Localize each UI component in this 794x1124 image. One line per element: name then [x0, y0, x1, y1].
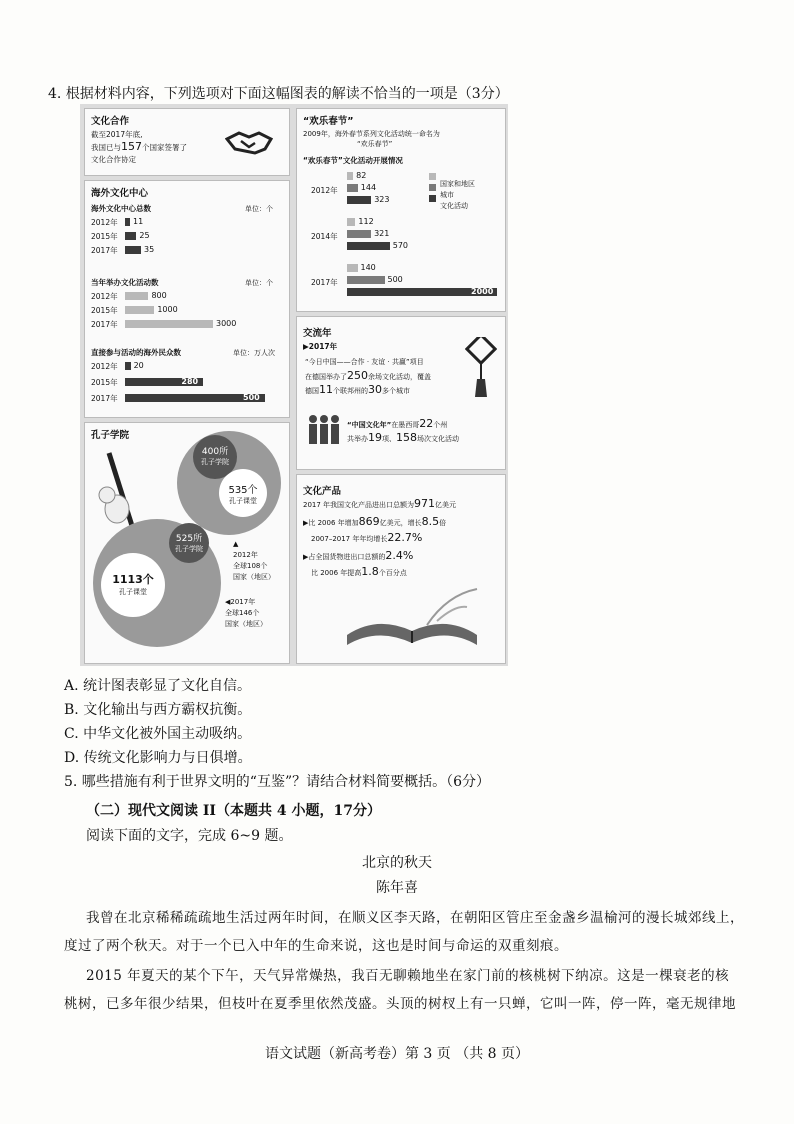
centers-bar-1: [125, 232, 136, 240]
cooperation-line1: 截至2017年底,: [91, 130, 143, 139]
chinese-knot-icon: [465, 337, 497, 399]
article-author: 陈年喜: [376, 880, 418, 896]
c2012-inst: 400所: [201, 447, 229, 457]
audience-val-0: 20: [133, 361, 144, 370]
products-title: 文化产品: [303, 486, 342, 497]
overseas-total-chart: [85, 217, 289, 261]
spring-desc1: 2009年，海外春节系列文化活动统一命名为: [303, 130, 440, 138]
exchange-title: 交流年: [303, 328, 332, 339]
spring-val-2-1: 500: [387, 275, 403, 284]
option-d: D. 传统文化影响力与日俱增。: [64, 750, 252, 766]
activities-bar-2: [125, 320, 213, 328]
centers-cat-2: 2017年: [91, 246, 118, 255]
question-5: 5. 哪些措施有利于世界文明的“互鉴”？请结合材料简要概括。（6分）: [64, 774, 491, 790]
centers-cat-1: 2015年: [91, 232, 118, 241]
confucius-title: 孔子学院: [91, 430, 130, 441]
ex-l3-mid: 个联邦州的: [333, 387, 368, 395]
article-title: 北京的秋天: [362, 855, 432, 871]
pr-l2-mid: 亿美元，增长: [379, 519, 422, 527]
spring-val-0-1: 144: [360, 183, 377, 192]
pr-l2-num: 869: [358, 515, 380, 528]
spring-desc2: “欢乐春节”: [357, 140, 393, 148]
centers-val-2: 35: [144, 245, 155, 254]
article-line-4: 桃树，已多年很少结果，但枝叶在夏季里依然茂盛。头顶的树杈上有一只蝉，它叫一阵，停一阵，毫无规律地: [64, 996, 736, 1012]
audience-bar-0: [125, 362, 131, 370]
activities-val-0: 800: [151, 291, 167, 300]
spring-bar-0-0: [347, 172, 353, 180]
c2017-class-sub: 孔子课堂: [119, 588, 147, 596]
products-l5: [311, 565, 407, 578]
note2012-1: 2012年: [233, 551, 258, 559]
culture-infographic: [80, 104, 508, 666]
pr-l3-pre: 2007–2017 年年均增长: [311, 535, 388, 543]
spring-bar-2-0: [347, 264, 358, 272]
ex-l2-num: 250: [347, 369, 368, 382]
ex-l3-num1: 11: [319, 383, 333, 396]
ex-l2-post: 余场文化活动，覆盖: [368, 373, 431, 381]
overseas-unit3: 单位：万人次: [233, 349, 275, 357]
circle-2012-classrooms: [219, 469, 267, 517]
pr-l4-pre: ▶占全国货物进出口总额的: [303, 553, 386, 561]
section-title: （二）现代文阅读 II（本题共 4 小题，17分）: [86, 803, 381, 819]
pr-l1-pre: 2017 年我国文化产品进出口总额为: [303, 501, 415, 509]
spring-bar-1-2: [347, 242, 390, 250]
article-line-3: 2015 年夏天的某个下午，天气异常燥热，我百无聊赖地坐在家门前的核桃树下纳凉。这是一棵衰老的核: [86, 968, 730, 984]
ex-l3-post: 多个城市: [382, 387, 410, 395]
article-line-2: 度过了两个秋天。对于一个已入中年的生命来说，这也是时间与命运的双重刻痕。: [64, 938, 568, 954]
handshake-icon: [225, 127, 273, 157]
exchange-l4: [347, 417, 447, 430]
activities-val-1: 1000: [157, 305, 178, 314]
open-book-icon: [337, 585, 487, 659]
pr-l5-pre: 比 2006 年提高: [311, 569, 362, 577]
pr-l2-pre: ▶比 2006 年增加: [303, 519, 359, 527]
circle-2017-institutes: [169, 523, 209, 563]
products-l4: [303, 549, 413, 562]
c2017-class: 1113个: [112, 573, 154, 586]
pr-l3-num: 22.7%: [387, 531, 423, 544]
spring-bar-1-1: [347, 230, 371, 238]
c2017-inst: 525所: [175, 534, 203, 544]
overseas-activity-chart: [85, 291, 289, 337]
spring-val-1-2: 570: [392, 241, 409, 250]
centers-cat-0: 2012年: [91, 218, 118, 227]
pr-l1-num: 971: [414, 497, 436, 510]
question-4-stem: 4. 根据材料内容，下列选项对下面这幅图表的解读不恰当的一项是（3分）: [48, 86, 509, 102]
option-a: A. 统计图表彰显了文化自信。: [64, 678, 252, 694]
exchange-l3: [305, 383, 410, 396]
article-line-1: 我曾在北京稀稀疏疏地生活过两年时间，在顺义区李天路，在朝阳区管庄至金盏乡温榆河的漫长城郊线上，: [86, 910, 744, 926]
products-l2: [303, 515, 446, 528]
centers-val-0: 11: [133, 217, 144, 226]
pr-l2-post: 倍: [439, 519, 447, 527]
note2017-2: 国家（地区）: [225, 620, 267, 628]
overseas-unit1: 单位：个: [245, 205, 273, 213]
products-l3: [311, 531, 422, 544]
legend-1: 城市: [440, 191, 454, 199]
activities-cat-0: 2012年: [91, 292, 118, 301]
spring-bar-2-1: [347, 276, 385, 284]
ex-l3-num2: 30: [368, 383, 382, 396]
ex-l4-mid: 在墨西哥: [391, 421, 420, 429]
ex-l5-num1: 19: [368, 431, 382, 444]
c2012-class: 535个: [228, 485, 258, 496]
centers-bar-0: [125, 218, 130, 226]
ex-l4-post: 个州: [433, 421, 448, 429]
spring-cat-0: 2012年: [311, 186, 338, 195]
spring-bar-0-2: [347, 196, 371, 204]
note2012-2: 全球108个: [233, 562, 268, 570]
note2017-0: ◀2017年: [225, 598, 256, 606]
ex-l4-num: 22: [419, 417, 434, 430]
ex-l5-mid: 项、: [382, 435, 396, 443]
spring-val-0-0: 82: [356, 171, 367, 180]
audience-val-1: 280: [181, 377, 199, 386]
spring-festival-panel: [296, 108, 506, 312]
confucius-panel: [84, 422, 290, 664]
exchange-l5: [347, 431, 459, 444]
c2012-inst-sub: 孔子学院: [201, 458, 229, 466]
spring-bar-1-0: [347, 218, 355, 226]
activities-val-2: 3000: [216, 319, 237, 328]
audience-cat-1: 2015年: [91, 378, 118, 387]
centers-val-1: 25: [139, 231, 150, 240]
spring-val-2-0: 140: [360, 263, 376, 272]
pr-l5-post: 个百分点: [378, 569, 407, 577]
ex-l5-pre: 共举办: [347, 435, 368, 443]
cooperation-line2: [91, 140, 187, 153]
spring-val-0-2: 323: [374, 195, 390, 204]
spring-val-2-2: 2000: [471, 287, 494, 296]
pr-l1-post: 亿美元: [435, 501, 457, 509]
ex-l2-pre: 在德国举办了: [305, 373, 347, 381]
page-footer: 语文试题（新高考卷）第 3 页 （共 8 页）: [264, 1046, 530, 1062]
cooperation-count: 157: [121, 140, 142, 153]
overseas-center-title: 海外文化中心: [91, 188, 149, 199]
exchange-proj: “今日中国——合作 · 友谊 · 共赢”项目: [305, 358, 424, 366]
c2012-class-sub: 孔子课堂: [229, 497, 257, 505]
exchange-year: ▶2017年: [303, 342, 338, 351]
legend-2: 文化活动: [440, 202, 468, 210]
option-b: B. 文化输出与西方霸权抗衡。: [64, 702, 252, 718]
pr-l5-num: 1.8: [361, 565, 379, 578]
cooperation-panel: [84, 108, 290, 176]
activities-cat-1: 2015年: [91, 306, 118, 315]
legend-0: 国家和地区: [440, 180, 475, 188]
pr-l2-num2: 8.5: [421, 515, 440, 528]
overseas-audience-label: 直接参与活动的海外民众数: [91, 348, 181, 357]
overseas-unit2: 单位：个: [245, 279, 273, 287]
spring-subtitle: “欢乐春节”文化活动开展情况: [303, 156, 403, 165]
option-c: C. 中华文化被外国主动吸纳。: [64, 726, 252, 742]
section-instruction: 阅读下面的文字，完成 6~9 题。: [86, 828, 293, 844]
c2017-inst-sub: 孔子学院: [175, 545, 203, 553]
spring-val-1-0: 112: [358, 217, 374, 226]
overseas-center-panel: [84, 180, 290, 418]
activities-cat-2: 2017年: [91, 320, 118, 329]
ex-l5-num2: 158: [396, 431, 417, 444]
ex-l4-pre: “中国文化年”: [347, 421, 392, 429]
overseas-total-label: 海外文化中心总数: [91, 204, 151, 213]
activities-bar-1: [125, 306, 154, 314]
spring-title: “欢乐春节”: [303, 116, 354, 127]
note2012-3: 国家（地区）: [233, 573, 275, 581]
spring-val-1-1: 321: [374, 229, 390, 238]
centers-bar-2: [125, 246, 141, 254]
products-panel: [296, 474, 506, 664]
exchange-l2: [305, 369, 431, 382]
audience-cat-2: 2017年: [91, 394, 118, 403]
circle-2017-classrooms: [101, 553, 165, 617]
note-2012: [233, 539, 275, 583]
spring-cat-1: 2014年: [311, 232, 338, 241]
cooperation-line2-pre: 我国已与: [91, 143, 121, 152]
activities-bar-0: [125, 292, 148, 300]
ex-l5-post: 场次文化活动: [417, 435, 459, 443]
cooperation-line3: 文化合作协定: [91, 155, 136, 164]
products-l1: [303, 497, 456, 510]
pr-l4-num: 2.4%: [385, 549, 414, 562]
cooperation-line2-post: 个国家签署了: [142, 143, 187, 152]
spring-cat-2: 2017年: [311, 278, 338, 287]
exchange-year-panel: [296, 316, 506, 470]
overseas-activity-label: 当年举办文化活动数: [91, 278, 159, 287]
audience-val-2: 500: [243, 393, 260, 402]
audience-cat-0: 2012年: [91, 362, 118, 371]
note2017-1: 全球146个: [225, 609, 260, 617]
overseas-audience-chart: [85, 361, 289, 411]
cooperation-title: 文化合作: [91, 116, 130, 127]
note2012-0: ▲: [233, 540, 239, 548]
spring-chart: [297, 169, 505, 309]
spring-bar-0-1: [347, 184, 358, 192]
people-group-icon: [305, 413, 343, 447]
note-2017: [225, 597, 267, 630]
ex-l3-pre: 德国: [305, 387, 319, 395]
